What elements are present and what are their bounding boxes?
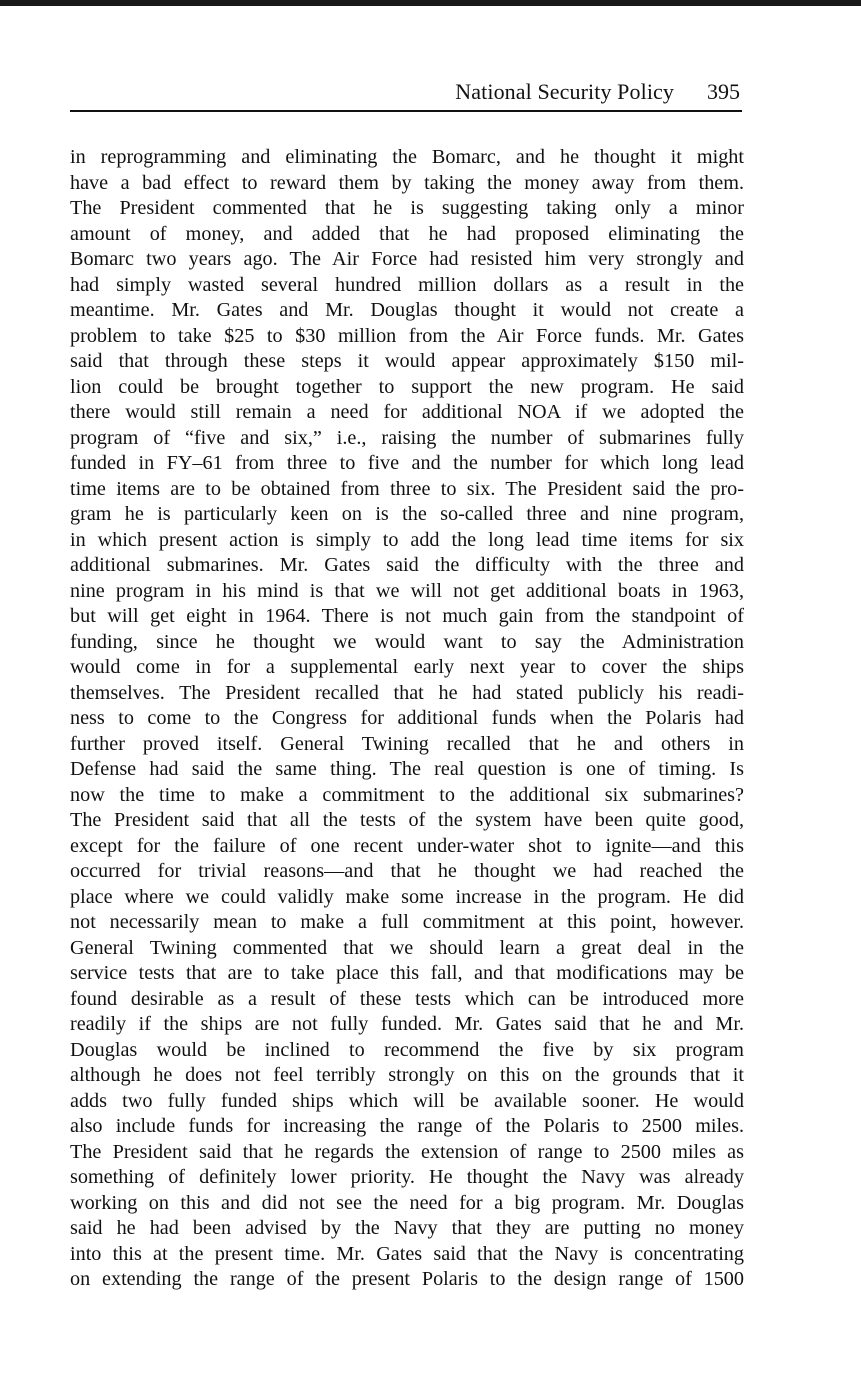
body-line: in reprogramming and eliminating the Bomarc, and he thought it might	[70, 146, 744, 168]
body-line: additional submarines. Mr. Gates said the difficulty with the three and	[70, 554, 744, 576]
body-line: not necessarily mean to make a full commitment at this point, however.	[70, 911, 744, 933]
body-line: funding, since he thought we would want to say the Administration	[70, 630, 744, 653]
body-line: something of definitely lower priority. He thought the Navy was already	[70, 1166, 744, 1188]
body-line: occurred for trivial reasons—and that he thought we had reached the	[70, 860, 744, 882]
body-line: service tests that are to take place this fall, and that modifications may be	[70, 962, 744, 984]
body-line: The President said that he regards the extension of range to 2500 miles as	[70, 1140, 744, 1163]
body-line: themselves. The President recalled that he had stated publicly his readi-	[70, 681, 744, 704]
body-line: nine program in his mind is that we will not get additional boats in 1963,	[70, 579, 744, 602]
body-line: General Twining commented that we should learn a great deal in the	[70, 936, 744, 959]
body-line: The President commented that he is suggesting taking only a minor	[70, 197, 744, 219]
running-header	[70, 76, 742, 112]
body-line: on extending the range of the present Polaris to the design range of 1500	[70, 1268, 744, 1290]
body-line: said he had been advised by the Navy that they are putting no money	[70, 1217, 744, 1239]
body-line: gram he is particularly keen on is the so-called three and nine program,	[70, 503, 744, 525]
body-line: found desirable as a result of these tests which can be introduced more	[70, 987, 744, 1010]
body-line: readily if the ships are not fully funded. Mr. Gates said that he and Mr.	[70, 1013, 744, 1035]
body-line: had simply wasted several hundred million dollars as a result in the	[70, 273, 744, 296]
body-line: working on this and did not see the need for a big program. Mr. Douglas	[70, 1191, 744, 1214]
body-line: The President said that all the tests of the system have been quite good,	[70, 809, 744, 831]
running-title: National Security Policy	[455, 79, 674, 104]
body-line: problem to take $25 to $30 million from the Air Force funds. Mr. Gates	[70, 324, 744, 347]
body-line: also include funds for increasing the range of the Polaris to 2500 miles.	[70, 1115, 744, 1137]
body-line: Defense had said the same thing. The real question is one of timing. Is	[70, 758, 744, 780]
body-line: but will get eight in 1964. There is not much gain from the standpoint of	[70, 605, 744, 627]
body-line: further proved itself. General Twining recalled that he and others in	[70, 732, 744, 755]
body-line: there would still remain a need for additional NOA if we adopted the	[70, 401, 744, 423]
body-line: have a bad effect to reward them by taking the money away from them.	[70, 171, 744, 194]
body-line: program of “five and six,” i.e., raising the number of submarines fully	[70, 426, 744, 449]
body-line: funded in FY–61 from three to five and the number for which long lead	[70, 452, 744, 474]
page-top-edge	[0, 0, 861, 6]
body-line: Douglas would be inclined to recommend the five by six program	[70, 1038, 744, 1061]
page-number: 395	[707, 79, 740, 104]
body-line: amount of money, and added that he had proposed eliminating the	[70, 222, 744, 245]
body-line: would come in for a supplemental early next year to cover the ships	[70, 656, 744, 678]
body-line: except for the failure of one recent under-water shot to ignite—and this	[70, 834, 744, 857]
body-line: time items are to be obtained from three to six. The President said the pro-	[70, 477, 744, 500]
body-line: place where we could validly make some increase in the program. He did	[70, 885, 744, 908]
body-line: Bomarc two years ago. The Air Force had resisted him very strongly and	[70, 248, 744, 270]
body-line: said that through these steps it would appear approximately $150 mil-	[70, 350, 744, 372]
body-line: ness to come to the Congress for additional funds when the Polaris had	[70, 707, 744, 729]
body-line: now the time to make a commitment to the additional six submarines?	[70, 783, 744, 806]
body-line: meantime. Mr. Gates and Mr. Douglas thought it would not create a	[70, 299, 744, 321]
body-line: in which present action is simply to add the long lead time items for six	[70, 528, 744, 551]
body-text	[70, 145, 744, 1293]
body-line: although he does not feel terribly strongly on this on the grounds that it	[70, 1064, 744, 1086]
body-line: adds two fully funded ships which will be available sooner. He would	[70, 1089, 744, 1112]
body-line: lion could be brought together to support the new program. He said	[70, 375, 744, 398]
body-line: into this at the present time. Mr. Gates said that the Navy is concentrating	[70, 1242, 744, 1265]
